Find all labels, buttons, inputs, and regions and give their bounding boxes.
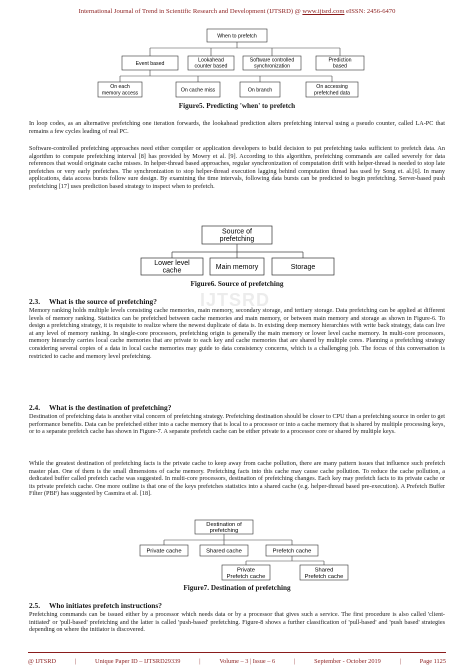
footer-separator: | [199,657,201,665]
svg-text:On accessing: On accessing [316,84,348,90]
svg-text:prefetching: prefetching [219,236,255,243]
svg-text:Software controlled: Software controlled [249,57,295,64]
svg-text:prefetching: prefetching [209,528,239,534]
journal-url-link[interactable]: www.ijtsrd.com [302,8,345,15]
fig5-level2-node-branch [240,82,280,97]
section-title: What is the destination of prefetching? [49,403,172,412]
fig6-node-main-memory [210,258,264,275]
footer-date: September - October 2019 [314,657,381,665]
svg-text:Lower level: Lower level [154,260,190,267]
figure5-caption: Figure5. Predicting 'when' to prefetch [178,102,296,110]
figure6-caption: Figure6. Source of prefetching [190,280,284,288]
fig5-level2-label: On cache miss [180,87,216,94]
fig6-child-label: Main memory [215,264,259,271]
fig5-level1-label: Event based [135,61,165,67]
journal-issn: eISSN: 2456-6470 [344,8,396,15]
svg-text:cache: cache [162,267,182,275]
footer-journal: @ IJTSRD [28,657,57,665]
svg-text:Prefetch cache: Prefetch cache [304,574,344,580]
fig5-level2-node-prefetched [306,82,358,97]
section-2-4-body-2: While the greatest destination of prefetching facts is the private cache to keep away from cache pollution, there are many pattern issues that influence such prefetch master plan. One of them is the small dimensions of cache memory. Prefetching facts into this cache may cause cache pollution. To reduce the cache pollution, a dedicated buffer called prefetch cache was suggested. In multi-core processors, destination of prefetching changes. Each key may prefetch facts to its private cache or its private prefetch cache. One more outline is that one of the keys prefetches statistics into a shared cache (e.g. helper-thread based pre-execution). A Prefetch Buffer Filter (PBF) has suggested by Casmira et al. [18]. [29,460,445,498]
paragraph-loop-codes: In loop codes, as an alternative prefetching one iteration forwards, the lookahead prediction alters prefetching interval using a pseudo counter, called LA-PC that remains a few cycles leading of real PC. [29,120,445,135]
svg-text:Source of: Source of [222,228,252,236]
section-number: 2.4. [29,403,41,412]
fig6-node-lower-level-cache [141,258,203,275]
figure6-diagram [0,224,474,276]
footer-divider [28,652,446,653]
journal-name: International Journal of Trend in Scientific Research and Development (IJTSRD) @ [78,8,303,15]
svg-text:Destination of: Destination of [206,521,242,528]
page-footer [0,655,474,667]
fig7-root-node [195,520,253,534]
fig7-level1-label: Private cache [146,548,182,555]
footer-separator: | [294,657,296,665]
svg-text:Prediction: Prediction [328,57,352,64]
fig7-level1-label: Shared cache [206,548,242,555]
svg-text:synchronization: synchronization [253,63,291,70]
svg-text:based: based [332,63,348,70]
fig6-child-label: Storage [290,264,316,271]
footer-paper-id: Unique Paper ID – IJTSRD29339 [95,657,181,665]
section-number: 2.3. [29,297,41,306]
fig6-root-node [202,226,272,244]
fig5-level2-node-cache-miss [176,82,220,97]
svg-text:Shared: Shared [314,567,334,574]
fig5-level1-node-event [122,56,178,70]
fig6-node-storage [272,258,334,275]
svg-text:memory access: memory access [101,90,139,97]
fig5-level1-node-prediction [316,56,364,70]
fig7-node-private-prefetch-cache [222,565,270,580]
figure7-diagram [0,518,474,582]
svg-text:On each: On each [110,84,130,90]
section-title: Who initiates prefetch instructions? [49,601,162,610]
section-2-5-heading [29,601,162,610]
figure5-diagram [0,26,474,102]
watermark-logo: IJTSRD [200,290,271,310]
section-2-3-body: Memory ranking holds multiple levels consisting cache memories, main memory, secondary storage, and tertiary storage. Data prefetching can be applied at different levels of memory ranking. Statistics can be prefetched between cache memories and main memory, or between main memory and storage as shown in Figure-6. To design a prefetching strategy, it is requisite to realize where the newest duplicate of data is. In existing deep memory hierarchies with write back strategy, data can live at any level of memory ranking. In single-core processors, prefetching origin is generally the main memory or lower level cache memory. In multi-core processors, memory hierarchy carries local cache memories that are private to each key and cache memories that are shared by multiple cores. Planning a prefetching strategy considering several copies of a data in local cache memories may guide to data consistency concerns, which is a challenging job. The focus of this conversation is restricted to cache and memory level prefetching. [29,307,445,360]
fig5-root-label: When to prefetch [217,33,257,40]
svg-text:Prefetch cache: Prefetch cache [226,574,266,580]
section-number: 2.5. [29,601,41,610]
svg-text:Private: Private [236,567,256,574]
fig7-node-shared-prefetch-cache [300,565,348,580]
section-2-4-body-1: Destination of prefetching data is another vital concern of prefetching strategy. Prefetching destination should be closer to CPU than a prefetching source in order to get performance benefits. Data can be prefetched either into a cache memory that is local to a processor or into a cache memory that is shared by multiple processing keys, or to a separate prefetch cache has shown in Figure-7. A separate prefetch cache can be either private to a processor core or shared by multiple keys. [29,413,445,436]
footer-page: Page 1125 [419,657,446,665]
svg-text:Lookahead: Lookahead [198,57,224,64]
journal-header [0,8,474,15]
section-2-5-body: Prefetching commands can be issued either by a processor which needs data or by a processor that gives such a service. The first procedure is also called 'client-initiated' or 'pull-based' prefetching and the latter is called 'push-based' prefetching. Figure-8 shows a further classification of 'pull-based' and 'push based' strategies depending on where the initiator is discovered. [29,611,445,634]
fig5-level2-label: On branch [247,87,273,94]
figure7-caption: Figure7. Destination of prefetching [183,584,291,592]
fig5-root-node [207,29,267,42]
fig7-node-shared-cache [200,545,248,556]
svg-text:counter based: counter based [194,63,228,70]
footer-volume: Volume – 3 | Issue – 6 [219,657,276,665]
fig7-node-private-cache [140,545,188,556]
fig7-level1-label: Prefetch cache [272,548,312,555]
svg-text:prefetched data: prefetched data [313,90,351,97]
fig7-node-prefetch-cache [266,545,318,556]
section-title: What is the source of prefetching? [49,297,157,306]
fig5-level2-node-memory-access [98,82,142,97]
section-2-4-heading [29,403,171,412]
footer-separator: | [399,657,401,665]
paragraph-software-controlled: Software-controlled prefetching approaches need either compiler or application developers to build decision to put prefetching tasks sufficient to prefetch data. An algorithm to compute prefetching interval [8] has provided by Mowry et al. [9]. According to this algorithm, prefetching commands are called severely for data references that would originate cache misses. In helper-thread based approaches, regular synchronization of computation drift with helper-thread is needed to stop late prefetches or very early prefetches. The synchronization to stop helper-thread execution lagging behind computation thread has used by Song et. al.[6]. In many applications, data access bursts follow sure design. By examining the time intervals, following data bursts can be predicted to begin prefetching. Server-based push prefetching [17] uses prediction based strategy to inspect when to prefetch. [29,145,445,190]
section-2-3-heading [29,297,157,306]
fig5-level1-node-software [243,56,301,70]
fig5-level1-node-lookahead [188,56,234,70]
footer-separator: | [74,657,77,665]
